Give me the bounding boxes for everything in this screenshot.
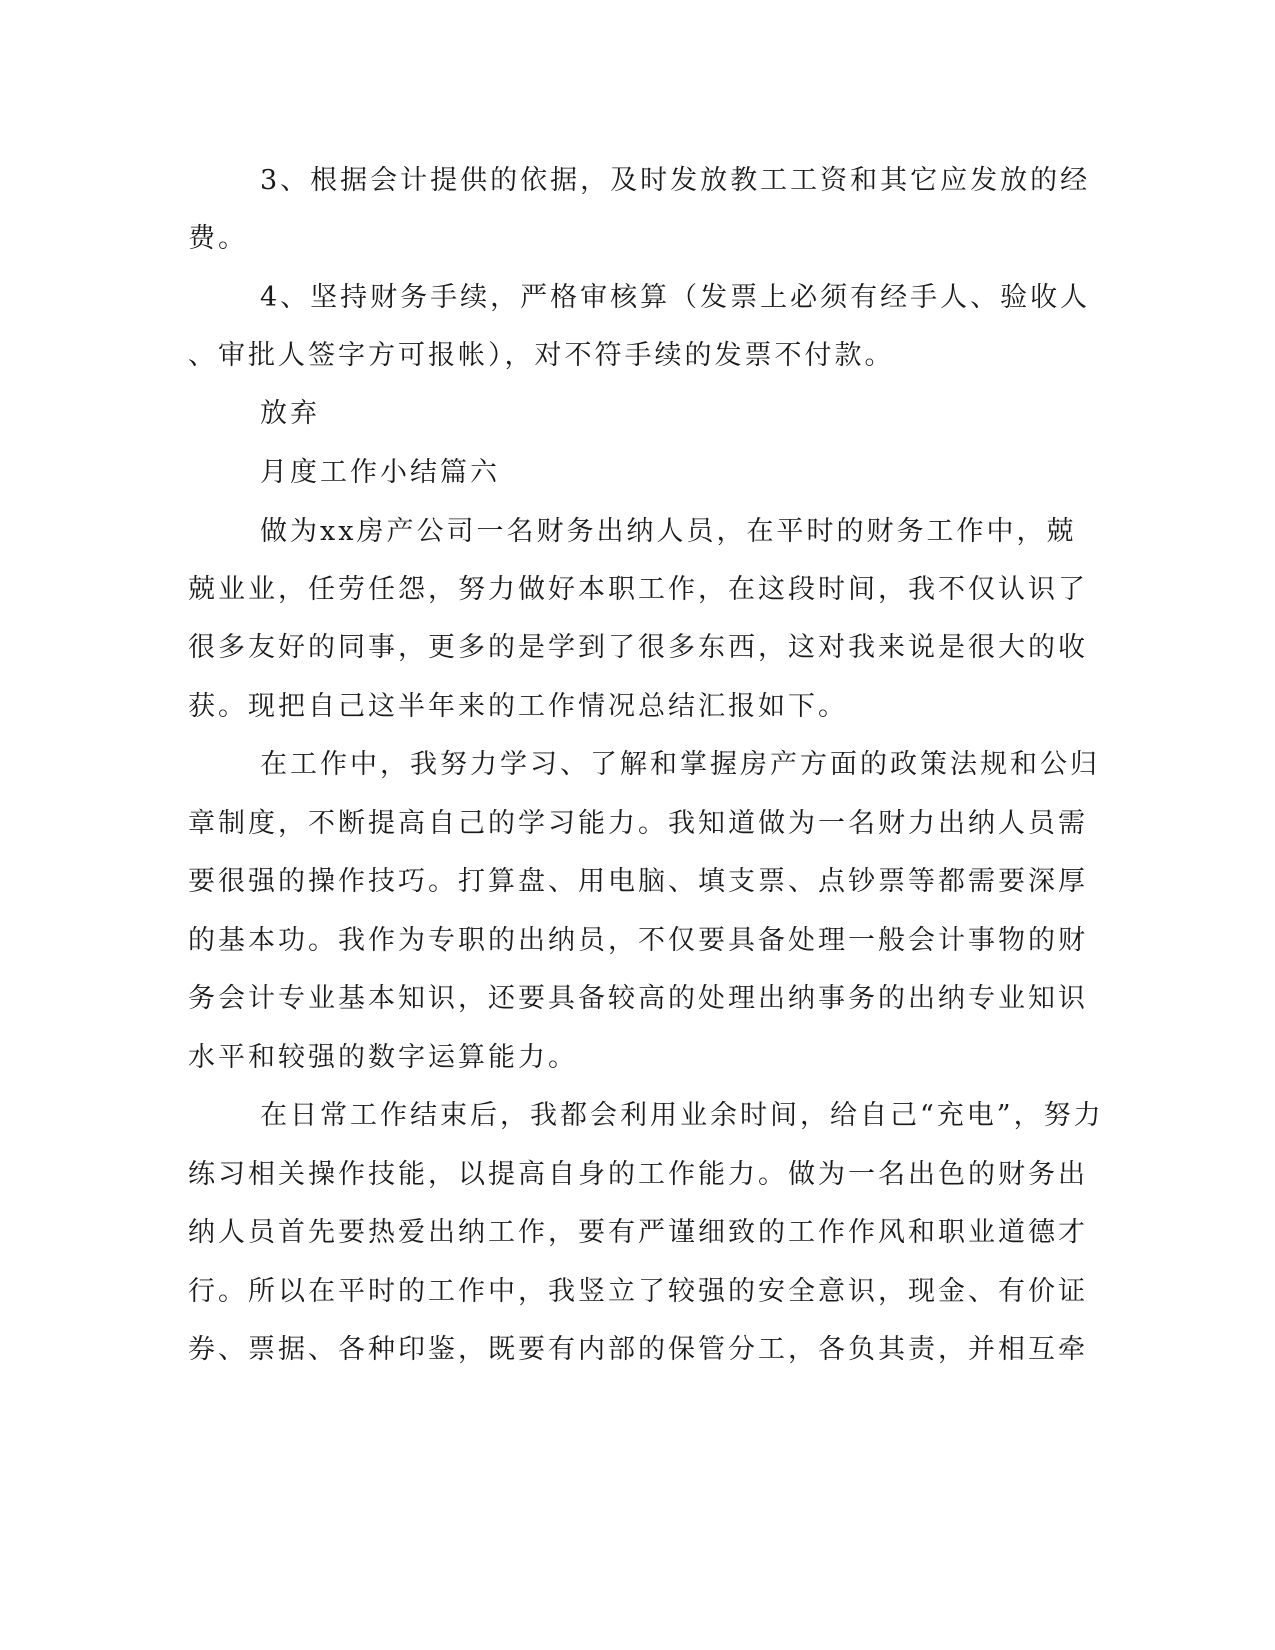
text-line: 水平和较强的数字运算能力。 — [188, 1042, 578, 1073]
text-line: 章制度，不断提高自己的学习能力。我知道做为一名财力出纳人员需 — [188, 808, 1088, 839]
section-heading: 月度工作小结篇六 — [260, 457, 500, 488]
text-line: 纳人员首先要热爱出纳工作，要有严谨细致的工作作风和职业道德才 — [188, 1217, 1088, 1248]
text-line: 券、票据、各种印鉴，既要有内部的保管分工，各负其责，并相互牵 — [188, 1334, 1088, 1365]
text-line: 很多友好的同事，更多的是学到了很多东西，这对我来说是很大的收 — [188, 632, 1088, 663]
text-line: 兢业业，任劳任怨，努力做好本职工作，在这段时间，我不仅认识了 — [188, 574, 1088, 605]
text-line: 在日常工作结束后，我都会利用业余时间，给自己“充电”，努力 — [260, 1100, 1104, 1131]
text-line: 4、坚持财务手续，严格审核算（发票上必须有经手人、验收人 — [260, 282, 1091, 313]
text-line: 获。现把自己这半年来的工作情况总结汇报如下。 — [188, 691, 848, 722]
text-line: 要很强的操作技巧。打算盘、用电脑、填支票、点钞票等都需要深厚 — [188, 866, 1088, 897]
text-line: 在工作中，我努力学习、了解和掌握房产方面的政策法规和公归 — [260, 749, 1100, 780]
text-line: 、审批人签字方可报帐），对不符手续的发票不付款。 — [188, 340, 895, 371]
text-line: 务会计专业基本知识，还要具备较高的处理出纳事务的出纳专业知识 — [188, 983, 1088, 1014]
text-line: 3、根据会计提供的依据，及时发放教工工资和其它应发放的经 — [260, 165, 1091, 196]
text-line: 费。 — [188, 223, 248, 254]
text-line: 练习相关操作技能，以提高自身的工作能力。做为一名出色的财务出 — [188, 1159, 1088, 1190]
text-line: 做为xx房产公司一名财务出纳人员，在平时的财务工作中，兢 — [260, 516, 1077, 547]
text-line: 的基本功。我作为专职的出纳员，不仅要具备处理一般会计事物的财 — [188, 925, 1088, 956]
text-line: 放弃 — [260, 398, 320, 429]
text-line: 行。所以在平时的工作中，我竖立了较强的安全意识，现金、有价证 — [188, 1276, 1088, 1307]
